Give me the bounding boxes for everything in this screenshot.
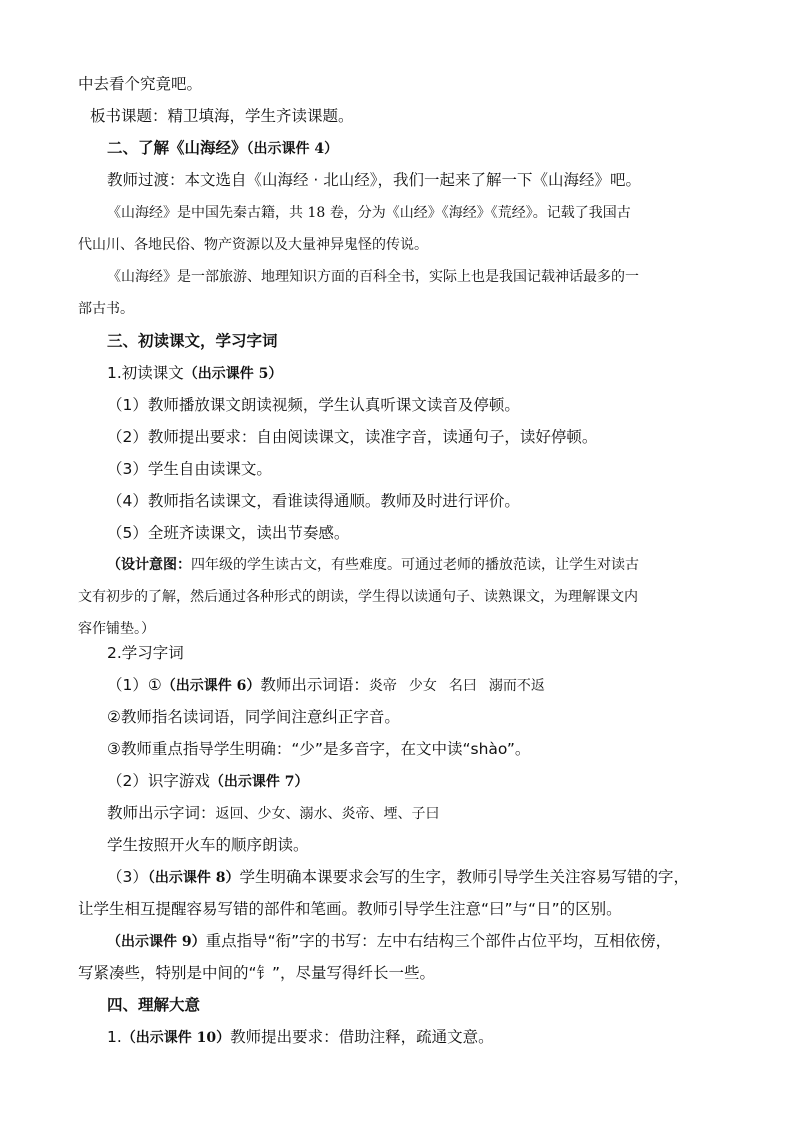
list-item: （1）教师播放课文朗读视频，学生认真听课文读音及停顿。 — [107, 396, 520, 414]
subsection-heading: 2.学习字词 — [107, 644, 184, 662]
subsection-heading: 1.初读课文（出示课件 5） — [107, 364, 283, 382]
list-item: （2）教师提出要求：自由阅读课文，读准字音，读通句子，读好停顿。 — [107, 428, 598, 446]
list-item: （4）教师指名读课文，看谁读得通顺。教师及时进行评价。 — [107, 492, 520, 510]
section-heading: 三、初读课文，学习字词 — [107, 332, 278, 350]
list-item: （3）学生自由读课文。 — [107, 460, 272, 478]
list-item: ③教师重点指导学生明确：“少”是多音字，在文中读“shào”。 — [107, 740, 531, 758]
paragraph-line: 《山海经》是一部旅游、地理知识方面的百科全书，实际上也是我国记载神话最多的一 — [107, 269, 639, 285]
design-intent-note: 容作铺垫。） — [78, 621, 155, 637]
paragraph-line: 《山海经》是中国先秦古籍，共 18 卷，分为《山经》《海经》《荒经》。记载了我国古 — [107, 205, 631, 221]
list-item: （1）①（出示课件 6）教师出示词语：炎帝 少女 名曰 溺而不返 — [107, 676, 545, 694]
design-intent-note: 文有初步的了解，然后通过各种形式的朗读，学生得以读通句子、读熟课文，为理解课文内 — [78, 589, 638, 605]
paragraph-line: 教师过渡：本文选自《山海经 · 北山经》，我们一起来了解一下《山海经》吧。 — [107, 171, 642, 189]
paragraph-line: 代山川、各地民俗、物产资源以及大量神异鬼怪的传说。 — [78, 237, 428, 253]
paragraph-line: 让学生相互提醒容易写错的部件和笔画。教师引导学生注意“曰”与“日”的区别。 — [78, 900, 622, 918]
paragraph-line: （出示课件 9）重点指导“衔”字的书写：左中右结构三个部件占位平均，互相依傍， — [107, 932, 672, 950]
section-heading: 二、了解《山海经》（出示课件 4） — [107, 139, 339, 157]
list-item: （5）全班齐读课文，读出节奏感。 — [107, 524, 350, 542]
list-item: ②教师指名读词语，同学间注意纠正字音。 — [107, 708, 400, 726]
list-item: 1.（出示课件 10）教师提出要求：借助注释，疏通文意。 — [107, 1028, 494, 1046]
paragraph-line: 学生按照开火车的顺序朗读。 — [107, 836, 309, 854]
paragraph-line: 板书课题：精卫填海，学生齐读课题。 — [90, 107, 354, 125]
paragraph-line: 写紧凑些，特别是中间的“钅”，尽量写得纤长一些。 — [78, 964, 436, 982]
list-item: （2）识字游戏（出示课件 7） — [107, 772, 309, 790]
paragraph-line: 中去看个究竟吧。 — [78, 75, 203, 93]
paragraph-line: 部古书。 — [78, 301, 134, 317]
design-intent-note: （设计意图：四年级的学生读古文，有些难度。可通过老师的播放范读，让学生对读古 — [107, 557, 639, 573]
section-heading: 四、理解大意 — [107, 996, 201, 1014]
list-item: （3）（出示课件 8）学生明确本课要求会写的生字，教师引导学生关注容易写错的字， — [107, 868, 690, 886]
paragraph-line: 教师出示字词：返回、少女、溺水、炎帝、堙、子曰 — [107, 804, 440, 822]
